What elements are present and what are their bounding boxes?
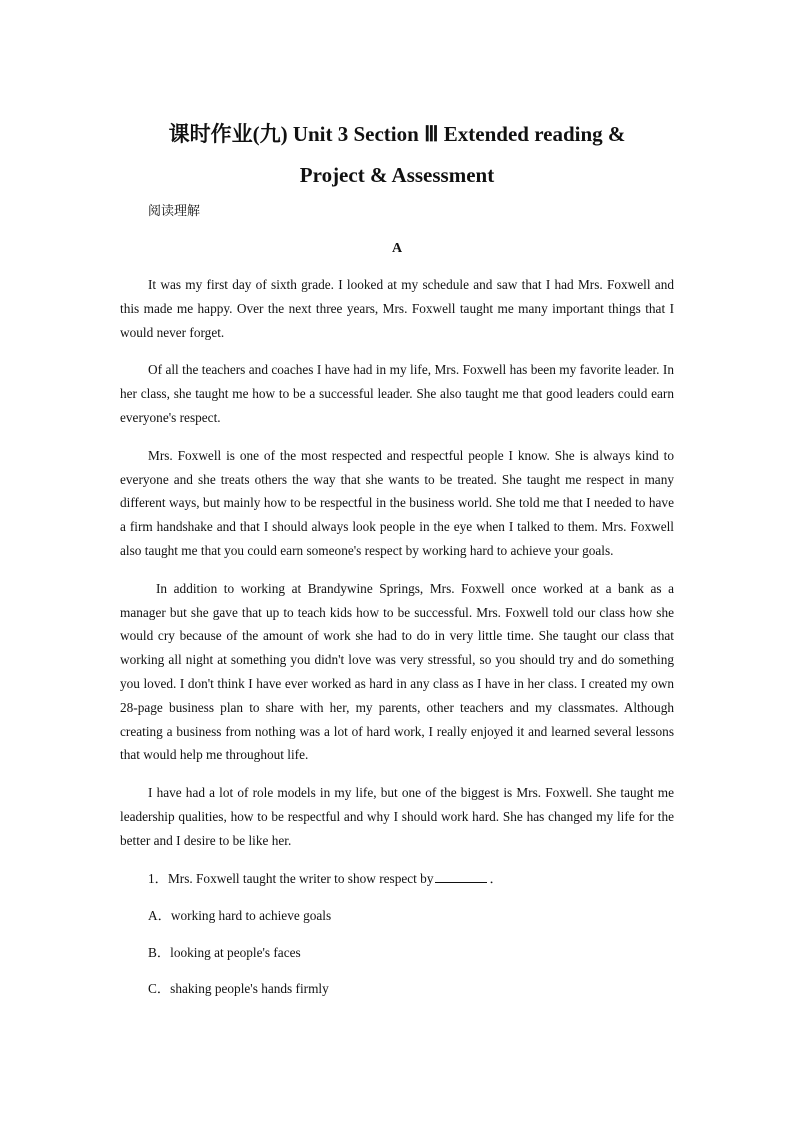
question-1-option-b[interactable]: B．looking at people's faces — [148, 944, 301, 960]
paragraph-3: Mrs. Foxwell is one of the most respected and respectful people I know. She is always kind to everyone and she treats others the way that she wants to be treated. She taught me respect in many different ways, but mainly how to be respectful in the business world. She told me that I needed to have a firm handshake and that I should always look people in the eye when I talked to them. Mrs. Foxwell also taught me that you could earn someone's respect by working hard to achieve your goals. — [120, 447, 674, 558]
question-1-stem — [148, 867, 674, 891]
passage-label: A — [391, 241, 403, 256]
paragraph-5: I have had a lot of role models in my life, but one of the biggest is Mrs. Foxwell. She taught me leadership qualities, how to be respectful and why I should work hard. She has changed my life for the better and I desire to be like her. — [120, 785, 674, 848]
paragraph-1: It was my first day of sixth grade. I looked at my schedule and saw that I had Mrs. Foxwell and this made me happy. Over the next three years, Mrs. Foxwell taught me many important things that I would never forget. — [120, 277, 674, 340]
answer-blank — [435, 868, 487, 883]
passage-body — [120, 273, 674, 1014]
page-title-line-2: Project & Assessment — [299, 163, 495, 187]
section-label: 阅读理解 — [148, 204, 201, 219]
question-1 — [120, 867, 674, 1002]
question-1-stem-text: 1．Mrs. Foxwell taught the writer to show respect by — [148, 870, 434, 886]
paragraph-2: Of all the teachers and coaches I have had in my life, Mrs. Foxwell has been my favorite leader. In her class, she taught me how to be a successful leader. She also taught me that good leaders could earn everyone's respect. — [120, 362, 674, 425]
paragraph-4: In addition to working at Brandywine Springs, Mrs. Foxwell once worked at a bank as a manager but she gave that up to teach kids how to be successful. Mrs. Foxwell told our class how she would cry because of the amount of work she had to do in very little time. She taught our class that working all night at something you didn't love was very stressful, so you should try and do something you loved. I don't think I have ever worked as hard in any class as I have in her class. I created my own 28-page business plan to share with her, my parents, other teachers and my classmates. Although creating a business from nothing was a lot of hard work, I really enjoyed it and learned several lessons that would help me throughout life. — [120, 580, 674, 763]
question-1-option-a[interactable]: A．working hard to achieve goals — [148, 907, 332, 923]
page-title-line-1: 课时作业(九) Unit 3 Section Ⅲ Extended reading & — [168, 122, 626, 146]
question-1-option-c[interactable]: C．shaking people's hands firmly — [148, 981, 329, 997]
question-1-stem-end: ． — [489, 870, 503, 886]
